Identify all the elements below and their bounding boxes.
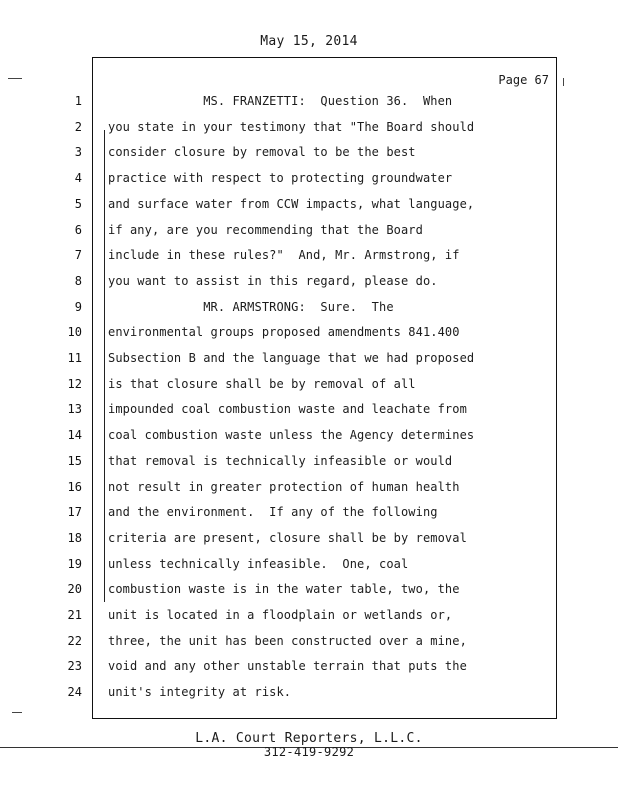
transcript-line: consider closure by removal to be the best (108, 145, 416, 160)
line-number: 22 (67, 633, 82, 648)
line-number: 21 (67, 608, 82, 622)
line-number: 24 (67, 685, 82, 700)
header-date: May 15, 2014 (260, 34, 358, 49)
line-number: 13 (67, 402, 82, 417)
transcript-line: is that closure shall be by removal of all (108, 376, 416, 391)
line-number: 7 (74, 248, 82, 263)
line-number: 16 (67, 479, 82, 494)
transcript-line: coal combustion waste unless the Agency determines (108, 428, 475, 443)
transcript-line: you want to assist in this regard, please do. (108, 273, 438, 288)
transcript-line: that removal is technically infeasible or would (108, 453, 453, 468)
page-number: Page 67 (498, 73, 549, 87)
footer-phone: 312-419-9292 (263, 745, 355, 759)
line-number: 1 (74, 94, 82, 108)
transcript-line: environmental groups proposed amendments 841.400 (108, 325, 460, 340)
transcript-line: unless technically infeasible. One, coal (108, 556, 409, 571)
transcript-line: unit is located in a floodplain or wetlands or, (108, 608, 453, 622)
line-number: 6 (74, 222, 82, 237)
transcript-line: void and any other unstable terrain that puts the (108, 659, 467, 674)
transcript-line: unit's integrity at risk. (108, 685, 292, 700)
transcript-line: criteria are present, closure shall be by removal (108, 530, 467, 545)
line-number: 18 (67, 530, 82, 545)
transcript-line: three, the unit has been constructed over a mine, (108, 633, 467, 648)
line-number: 11 (67, 351, 82, 365)
line-number: 19 (67, 556, 82, 571)
line-number: 23 (67, 659, 82, 674)
transcript-line: practice with respect to protecting groundwater (108, 171, 453, 186)
line-number: 20 (67, 582, 82, 597)
line-number: 9 (74, 299, 82, 314)
transcript-line: not result in greater protection of human health (108, 479, 460, 494)
transcript-line: MR. ARMSTRONG: Sure. The (108, 299, 394, 314)
transcript-line: you state in your testimony that "The Board should (108, 119, 475, 134)
transcript-line: Subsection B and the language that we had proposed (108, 351, 475, 365)
line-number: 3 (74, 145, 82, 160)
scan-speck (8, 78, 22, 79)
line-number: 14 (67, 428, 82, 443)
transcript-line: MS. FRANZETTI: Question 36. When (108, 94, 453, 108)
transcript-line: and surface water from CCW impacts, what language, (108, 196, 475, 211)
footer-reporter-name: L.A. Court Reporters, L.L.C. (195, 731, 423, 746)
transcript-line: and the environment. If any of the following (108, 505, 438, 520)
left-margin-rule (104, 130, 105, 602)
line-number: 15 (67, 453, 82, 468)
transcript-line: if any, are you recommending that the Board (108, 222, 423, 237)
line-number: 17 (67, 505, 82, 520)
line-number: 10 (67, 325, 82, 340)
line-number: 2 (74, 119, 82, 134)
transcript-line: impounded coal combustion waste and leachate from (108, 402, 467, 417)
line-number: 4 (74, 171, 82, 186)
transcript-line: include in these rules?" And, Mr. Armstrong, if (108, 248, 460, 263)
transcript-line: combustion waste is in the water table, two, the (108, 582, 460, 597)
line-number: 12 (67, 376, 82, 391)
scan-speck (12, 712, 22, 713)
line-number: 8 (74, 273, 82, 288)
scan-speck (563, 78, 564, 86)
line-number: 5 (74, 196, 82, 211)
